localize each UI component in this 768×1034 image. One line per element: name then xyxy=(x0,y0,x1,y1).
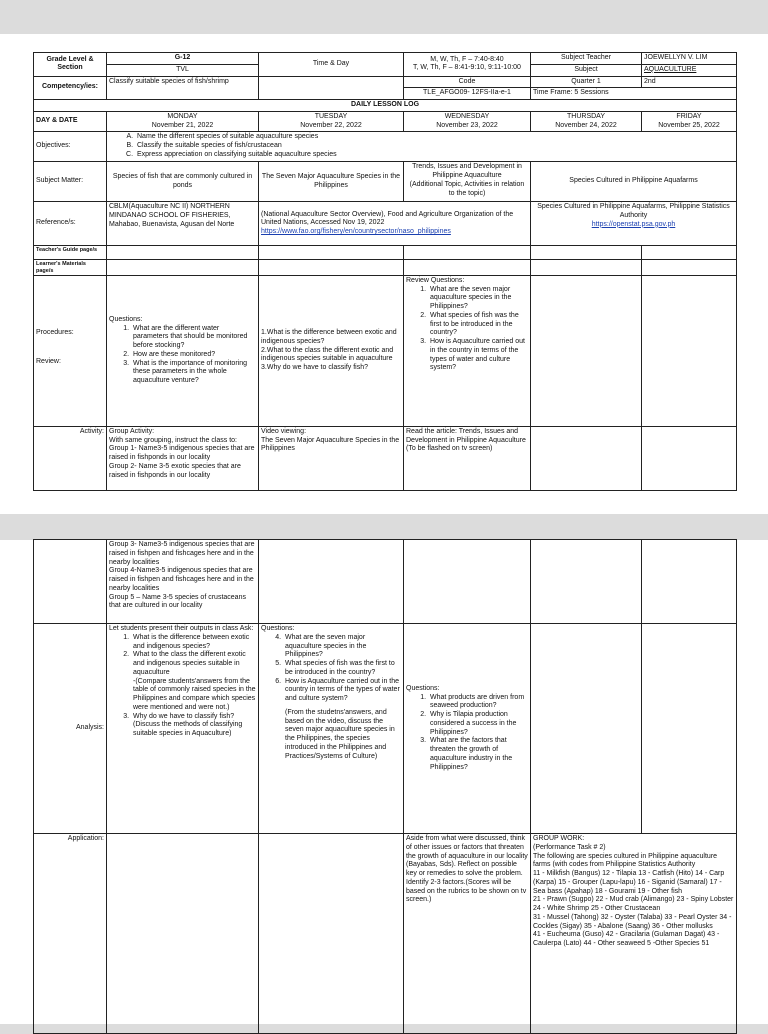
subject-teacher-label: Subject Teacher xyxy=(531,53,642,65)
empty-cell xyxy=(259,246,404,260)
day-date: November 22, 2022 xyxy=(300,121,362,129)
day-date: November 23, 2022 xyxy=(436,121,498,129)
analysis-item-note: (Discuss the methods of classifying suitable species in Aquaculture) xyxy=(133,721,243,737)
day-wednesday xyxy=(404,111,531,132)
question-item: 2. Why is Tilapia production considered a success in the Philippines? xyxy=(428,711,528,737)
question-line: 2.What to the class the different exotic and indigenous species suitable in aquaculture xyxy=(261,346,394,363)
daily-lesson-log-table-continued xyxy=(33,539,737,1034)
daily-lesson-log-table xyxy=(33,52,737,491)
species-group: 41 - Eucheuma (Guso) 42 - Gracilaria (Gulaman Dagat) 43 - Caulerpa (Lato) 44 - Other seaweed 5 -Other Species 51 xyxy=(533,931,720,947)
empty-cell xyxy=(642,624,737,834)
question-item: 1. What products are driven from seaweed production? xyxy=(428,694,528,712)
teachers-guide-label: Teacher's Guide page/s xyxy=(34,246,107,260)
competency-value: Classify suitable species of fish/shrimp xyxy=(107,76,259,100)
day-date: November 24, 2022 xyxy=(555,121,617,129)
activity-title: Video viewing: xyxy=(261,427,307,435)
teacher-name: JOEWELLYN V. LIM xyxy=(642,53,737,65)
analysis-monday xyxy=(107,624,259,834)
analysis-item xyxy=(131,713,256,739)
learners-materials-label: Learner's Materials page/s xyxy=(34,260,107,276)
procedures-labels xyxy=(34,275,107,426)
objectives-label: Objectives: xyxy=(34,132,107,162)
species-group: 31 - Mussel (Tahong) 32 - Oyster (Talaba) 33 - Pearl Oyster 34 - Cockles (Sigay) 35 - Abalone (Saang) 36 - Other mollusks xyxy=(533,913,732,930)
document-page-1 xyxy=(0,34,768,514)
subject-matter-wed-note: (Additional Topic, Activities in relation to the topic) xyxy=(409,180,525,197)
grade-level-label: Grade Level & Section xyxy=(34,53,107,77)
question-item: 3. How is Aquaculture carried out in the country in terms of the types of water and culture system? xyxy=(428,338,528,373)
question-line: 3.Why do we have to classify fish? xyxy=(261,364,368,371)
subject-matter-label: Subject Matter: xyxy=(34,162,107,202)
objective-item: A. Name the different species of suitable aquaculture species xyxy=(135,133,734,142)
time-day-label: Time & Day xyxy=(259,53,404,77)
species-group: 21 - Prawn (Sugpo) 22 - Mud crab (Alimango) 23 - Spiny Lobster 24 - White Shrimp 25 - Other Crustacean xyxy=(533,896,734,912)
activity-text: The Seven Major Aquaculture Species in the Philippines xyxy=(261,436,400,453)
empty-cell xyxy=(531,426,642,490)
empty-cell xyxy=(259,834,404,1034)
day-name: MONDAY xyxy=(167,112,198,120)
reference-text: (National Aquaculture Sector Overview), Food and Agriculture Organization of the United Nations, Accessed Nov 19, 2022 xyxy=(261,210,514,227)
review-label: Review: xyxy=(36,357,61,365)
empty-cell xyxy=(531,624,642,834)
activity-label: Activity: xyxy=(34,426,107,490)
empty-cell xyxy=(531,275,642,426)
question-item: 5. What species of fish was the first to be introduced in the country? xyxy=(283,660,401,678)
analysis-note: (From the studetns'answers, and based on the video, discuss the seven major aquaculture species in the Philippines, the species introduced in the Philippines and Practices/Systems of Culture) xyxy=(285,708,395,760)
day-monday xyxy=(107,111,259,132)
day-date: November 21, 2022 xyxy=(151,121,214,129)
empty-cell xyxy=(531,260,642,276)
schedule-line-1: M, W, Th, F – 7:40-8:40 xyxy=(430,55,504,63)
question-item: 1. What are the different water parameters that should be monitored before stocking? xyxy=(131,325,256,351)
questions-title: Questions: xyxy=(406,684,440,692)
empty-cell xyxy=(259,540,404,624)
procedures-tuesday xyxy=(259,275,404,426)
analysis-item-text: What to the class the different exotic and indigenous species suitable in aquaculture xyxy=(133,651,246,676)
empty-cell xyxy=(642,275,737,426)
application-text: The following are species cultured in Philippine aquaculture farms (with codes from Philippine Statistics Authority xyxy=(533,852,718,869)
empty-cell xyxy=(107,834,259,1034)
empty-cell xyxy=(404,246,531,260)
review-questions-title: Review Questions: xyxy=(406,276,465,284)
day-friday xyxy=(642,111,737,132)
objectives-list xyxy=(107,132,737,162)
objective-item: B. Classify the suitable species of fish/crustacean xyxy=(135,142,734,151)
empty-cell xyxy=(531,540,642,624)
questions-title: Questions: xyxy=(109,315,143,323)
empty-cell xyxy=(642,426,737,490)
daily-lesson-log-title: DAILY LESSON LOG xyxy=(34,100,737,112)
subject-value: AQUACULTURE xyxy=(642,64,737,76)
question-line: 1.What is the difference between exotic and indigenous species? xyxy=(261,329,397,345)
activity-tuesday xyxy=(259,426,404,490)
procedures-wednesday xyxy=(404,275,531,426)
group-work-title: GROUP WORK: xyxy=(533,835,585,842)
question-item: 6. How is Aquaculture carried out in the country in terms of the types of water and culture system? xyxy=(283,678,401,704)
empty-cell xyxy=(404,540,531,624)
empty-cell xyxy=(642,246,737,260)
reference-link[interactable]: https://openstat.psa.gov.ph xyxy=(591,220,676,228)
empty-cell xyxy=(107,260,259,276)
day-thursday xyxy=(531,111,642,132)
empty-cell xyxy=(34,540,107,624)
procedures-monday xyxy=(107,275,259,426)
activity-monday-continued xyxy=(107,540,259,624)
reference-thu-fri xyxy=(531,202,737,246)
empty-cell xyxy=(642,260,737,276)
code-value: TLE_AFGO09- 12FS-IIa-e-1 xyxy=(404,88,531,100)
subject-matter-wednesday xyxy=(404,162,531,202)
analysis-item: 1. What is the difference between exotic and indigenous species? xyxy=(131,634,256,652)
day-date-label: DAY & DATE xyxy=(34,111,107,132)
time-frame: Time Frame: 5 Sessions xyxy=(531,88,737,100)
analysis-wednesday xyxy=(404,624,531,834)
analysis-item-text: Why do we have to classify fish? xyxy=(133,712,235,720)
reference-text: Species Cultured in Philippine Aquafarms, Philippine Statistics Authority xyxy=(537,203,730,219)
question-item: 2. How are these monitored? xyxy=(131,351,256,360)
blank-cell xyxy=(259,76,404,100)
reference-tue-wed xyxy=(259,202,531,246)
day-name: THURSDAY xyxy=(567,112,605,120)
references-label: Reference/s: xyxy=(34,202,107,246)
day-tuesday xyxy=(259,111,404,132)
subject-matter-thu-fri: Species Cultured in Philippine Aquafarms xyxy=(531,162,737,202)
day-name: WEDNESDAY xyxy=(444,112,490,120)
schedule-cell xyxy=(404,53,531,77)
schedule-line-2: T, W, Th, F – 8:41-9:10, 9:11-10:00 xyxy=(413,64,521,72)
group-item: Group 1- Name3-5 indigenous species that are raised in fishponds in our locality xyxy=(109,445,255,462)
day-name: FRIDAY xyxy=(676,112,702,120)
application-wednesday: Aside from what were discussed, think of other issues or factors that threaten the growth of aquaculture in our locality (Bayabas, Sds). Reflect on possible key or remedies to solve the problem. Identify 2-3 factors.(Scores will be based on the rubrics to be shown on tv screen.) xyxy=(404,834,531,1034)
document-page-2 xyxy=(0,540,768,1024)
question-item: 1. What are the seven major aquaculture species in the Philippines? xyxy=(428,286,528,312)
reference-monday: CBLM(Aquaculture NC II) NORTHERN MINDANAO SCHOOL OF FISHERIES, Mahabao, Buenavista, Agusan del Norte xyxy=(107,202,259,246)
performance-task: (Performance Task # 2) xyxy=(533,843,606,851)
group-item: Group 2- Name 3-5 exotic species that are raised in fishponds in our locality xyxy=(109,462,241,479)
analysis-tuesday xyxy=(259,624,404,834)
question-item: 2. What species of fish was the first to be introduced in the country? xyxy=(428,312,528,338)
quarter-value: Quarter 1 xyxy=(531,76,642,88)
empty-cell xyxy=(404,260,531,276)
analysis-item-note: -(Compare students'answers from the table of commonly raised species in the Philippines and compare which species were mentioned and were not.) xyxy=(133,677,256,711)
questions-title: Questions: xyxy=(261,625,295,632)
question-item: 3. What is the importance of monitoring these parameters in the whole aquaculture venture? xyxy=(131,360,256,386)
activity-wednesday: Read the article: Trends, Issues and Development in Philippine Aquaculture (To be flashed on tv screen) xyxy=(404,426,531,490)
group-item: Group 3- Name3-5 indigenous species that are raised in fishpen and fishcages here and in the nearby localities xyxy=(109,541,255,566)
group-item: Group 5 – Name 3-5 species of crustaceans that are cultured in our locality xyxy=(109,593,246,610)
empty-cell xyxy=(107,246,259,260)
day-name: TUESDAY xyxy=(314,112,348,120)
application-thu-fri xyxy=(531,834,737,1034)
procedures-label: Procedures: xyxy=(36,328,74,336)
analysis-item xyxy=(131,651,256,712)
question-item: 4. What are the seven major aquaculture species in the Philippines? xyxy=(283,634,401,660)
grade-value: G-12 xyxy=(107,53,259,65)
empty-cell xyxy=(259,260,404,276)
subject-matter-wed-title: Trends, Issues and Development in Philippine Aquaculture xyxy=(412,163,522,179)
activity-text: With same grouping, instruct the class to: xyxy=(109,436,237,444)
competency-label: Competency/ies: xyxy=(34,76,107,100)
analysis-intro: Let students present their outputs in class Ask: xyxy=(109,625,254,632)
application-label: Application: xyxy=(34,834,107,1034)
activity-monday xyxy=(107,426,259,490)
empty-cell xyxy=(531,246,642,260)
group-item: Group 4-Name3-5 indigenous species that are raised in fishpen and fishcages here and in the nearby localities xyxy=(109,567,254,592)
question-item: 3. What are the factors that threaten the growth of aquaculture industry in the Philippines? xyxy=(428,737,528,772)
subject-matter-tuesday: The Seven Major Aquaculture Species in the Philippines xyxy=(259,162,404,202)
code-label: Code xyxy=(404,76,531,88)
day-date: November 25, 2022 xyxy=(658,121,720,129)
reference-link[interactable]: https://www.fao.org/fishery/en/countrysector/naso_philippines xyxy=(261,228,451,236)
section-value: TVL xyxy=(107,64,259,76)
semester-value: 2nd xyxy=(642,76,737,88)
empty-cell xyxy=(642,540,737,624)
objective-item: C. Express appreciation on classifying suitable aquaculture species xyxy=(135,151,734,160)
activity-title: Group Activity: xyxy=(109,427,155,435)
subject-label: Subject xyxy=(531,64,642,76)
analysis-label: Analysis: xyxy=(34,624,107,834)
subject-matter-monday: Species of fish that are commonly cultured in ponds xyxy=(107,162,259,202)
species-group: 11 - Milkfish (Bangus) 12 - Tilapia 13 - Catfish (Hito) 14 - Carp (Karpa) 15 - Grouper (Lapu-lapu) 16 - Siganid (Samaral) 17 - Sea bass (Apahap) 18 - Gourami 19 - Other fish xyxy=(533,870,725,895)
